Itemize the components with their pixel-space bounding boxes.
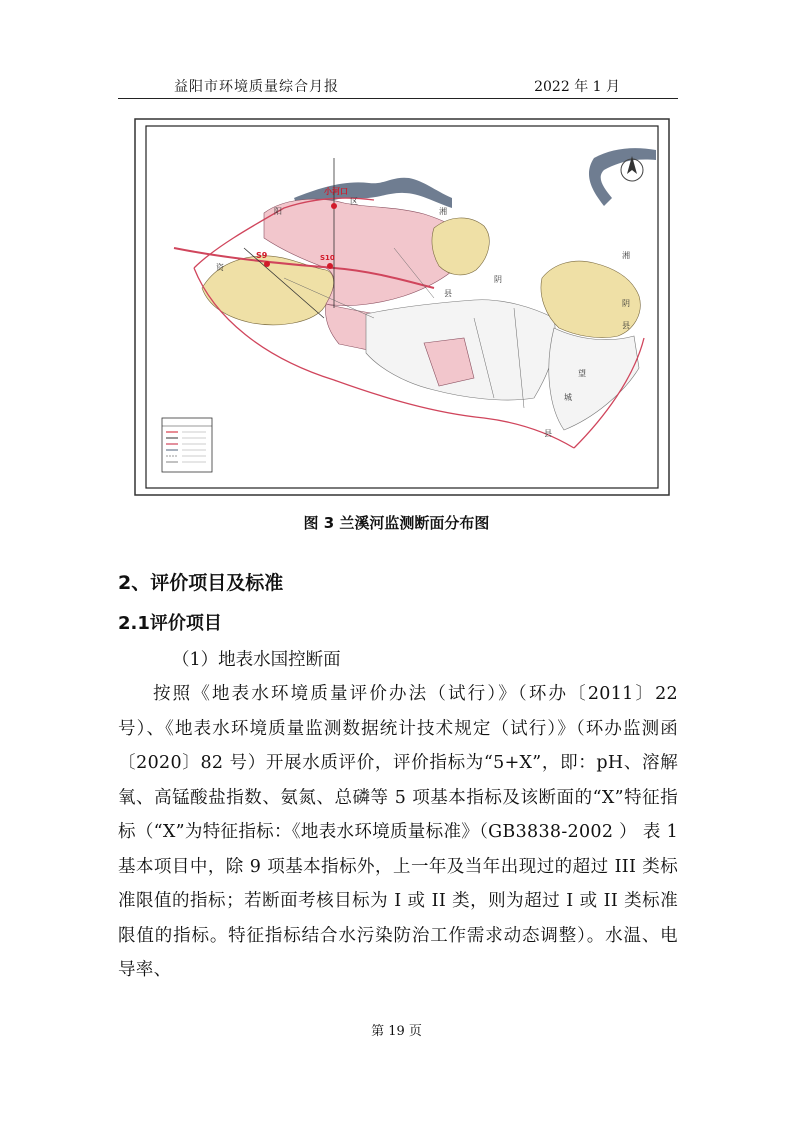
label-xiang1: 湘 [439,207,447,216]
label-xiang2: 湘 [622,251,630,260]
section-heading: 2、评价项目及标准 [118,572,284,594]
label-yin2: 阴 [622,299,630,308]
body-paragraph: 按照《地表水环境质量评价办法（试行）》（环办〔2011〕22 号）、《地表水环境质量监测数据统计技术规定（试行）》（环办监测函〔2020〕82 号）开展水质评价，评价指标为“5+X”，即：pH、溶解氧、高锰酸盐指数、氨氮、总磷等 5 项基本指标及该断面的“X”特征指标（“X”为特征指标：《地表水环境质量标准》（GB3838-2002 ） 表 1 基本项目中，除 9 项基本指标外，上一年及当年出现过的超过 III 类标准限值的指标；若断面考核目标为 I 或 II 类，则为超过 I 或 II 类标准限值的指标。特征指标结合水污染防治工作需求动态调整）。水温、电导率、 [118,684,678,980]
item-heading: （1）地表水国控断面 [172,650,341,670]
figure-caption: 图 3 兰溪河监测断面分布图 [303,514,490,532]
label-xian1: 县 [444,289,452,298]
label-cheng: 城 [564,393,572,402]
label-s10: S10 [320,254,335,262]
label-yin: 阴 [494,275,502,284]
marker-s10 [327,263,333,269]
subsection-heading: 2.1评价项目 [118,613,222,634]
marker-xiaohekou [331,203,337,209]
page-header [118,76,678,99]
label-xian3: 县 [544,429,552,438]
map-svg [134,118,670,496]
marker-s9 [264,261,270,267]
report-title: 益阳市环境质量综合月报 [174,79,339,95]
report-date: 2022 年 1 月 [534,79,620,95]
monitoring-map-figure [134,118,670,496]
label-yang: 阳 [274,207,282,216]
label-qu: 区 [350,197,358,206]
label-zi: 资 [216,263,224,272]
label-xiaohekou: 小河口 [324,187,348,196]
label-xian2: 县 [622,321,630,330]
map-legend [162,418,212,472]
label-wang: 望 [578,369,586,378]
page-number: 第 19 页 [371,1024,422,1039]
label-s9: S9 [256,251,268,260]
